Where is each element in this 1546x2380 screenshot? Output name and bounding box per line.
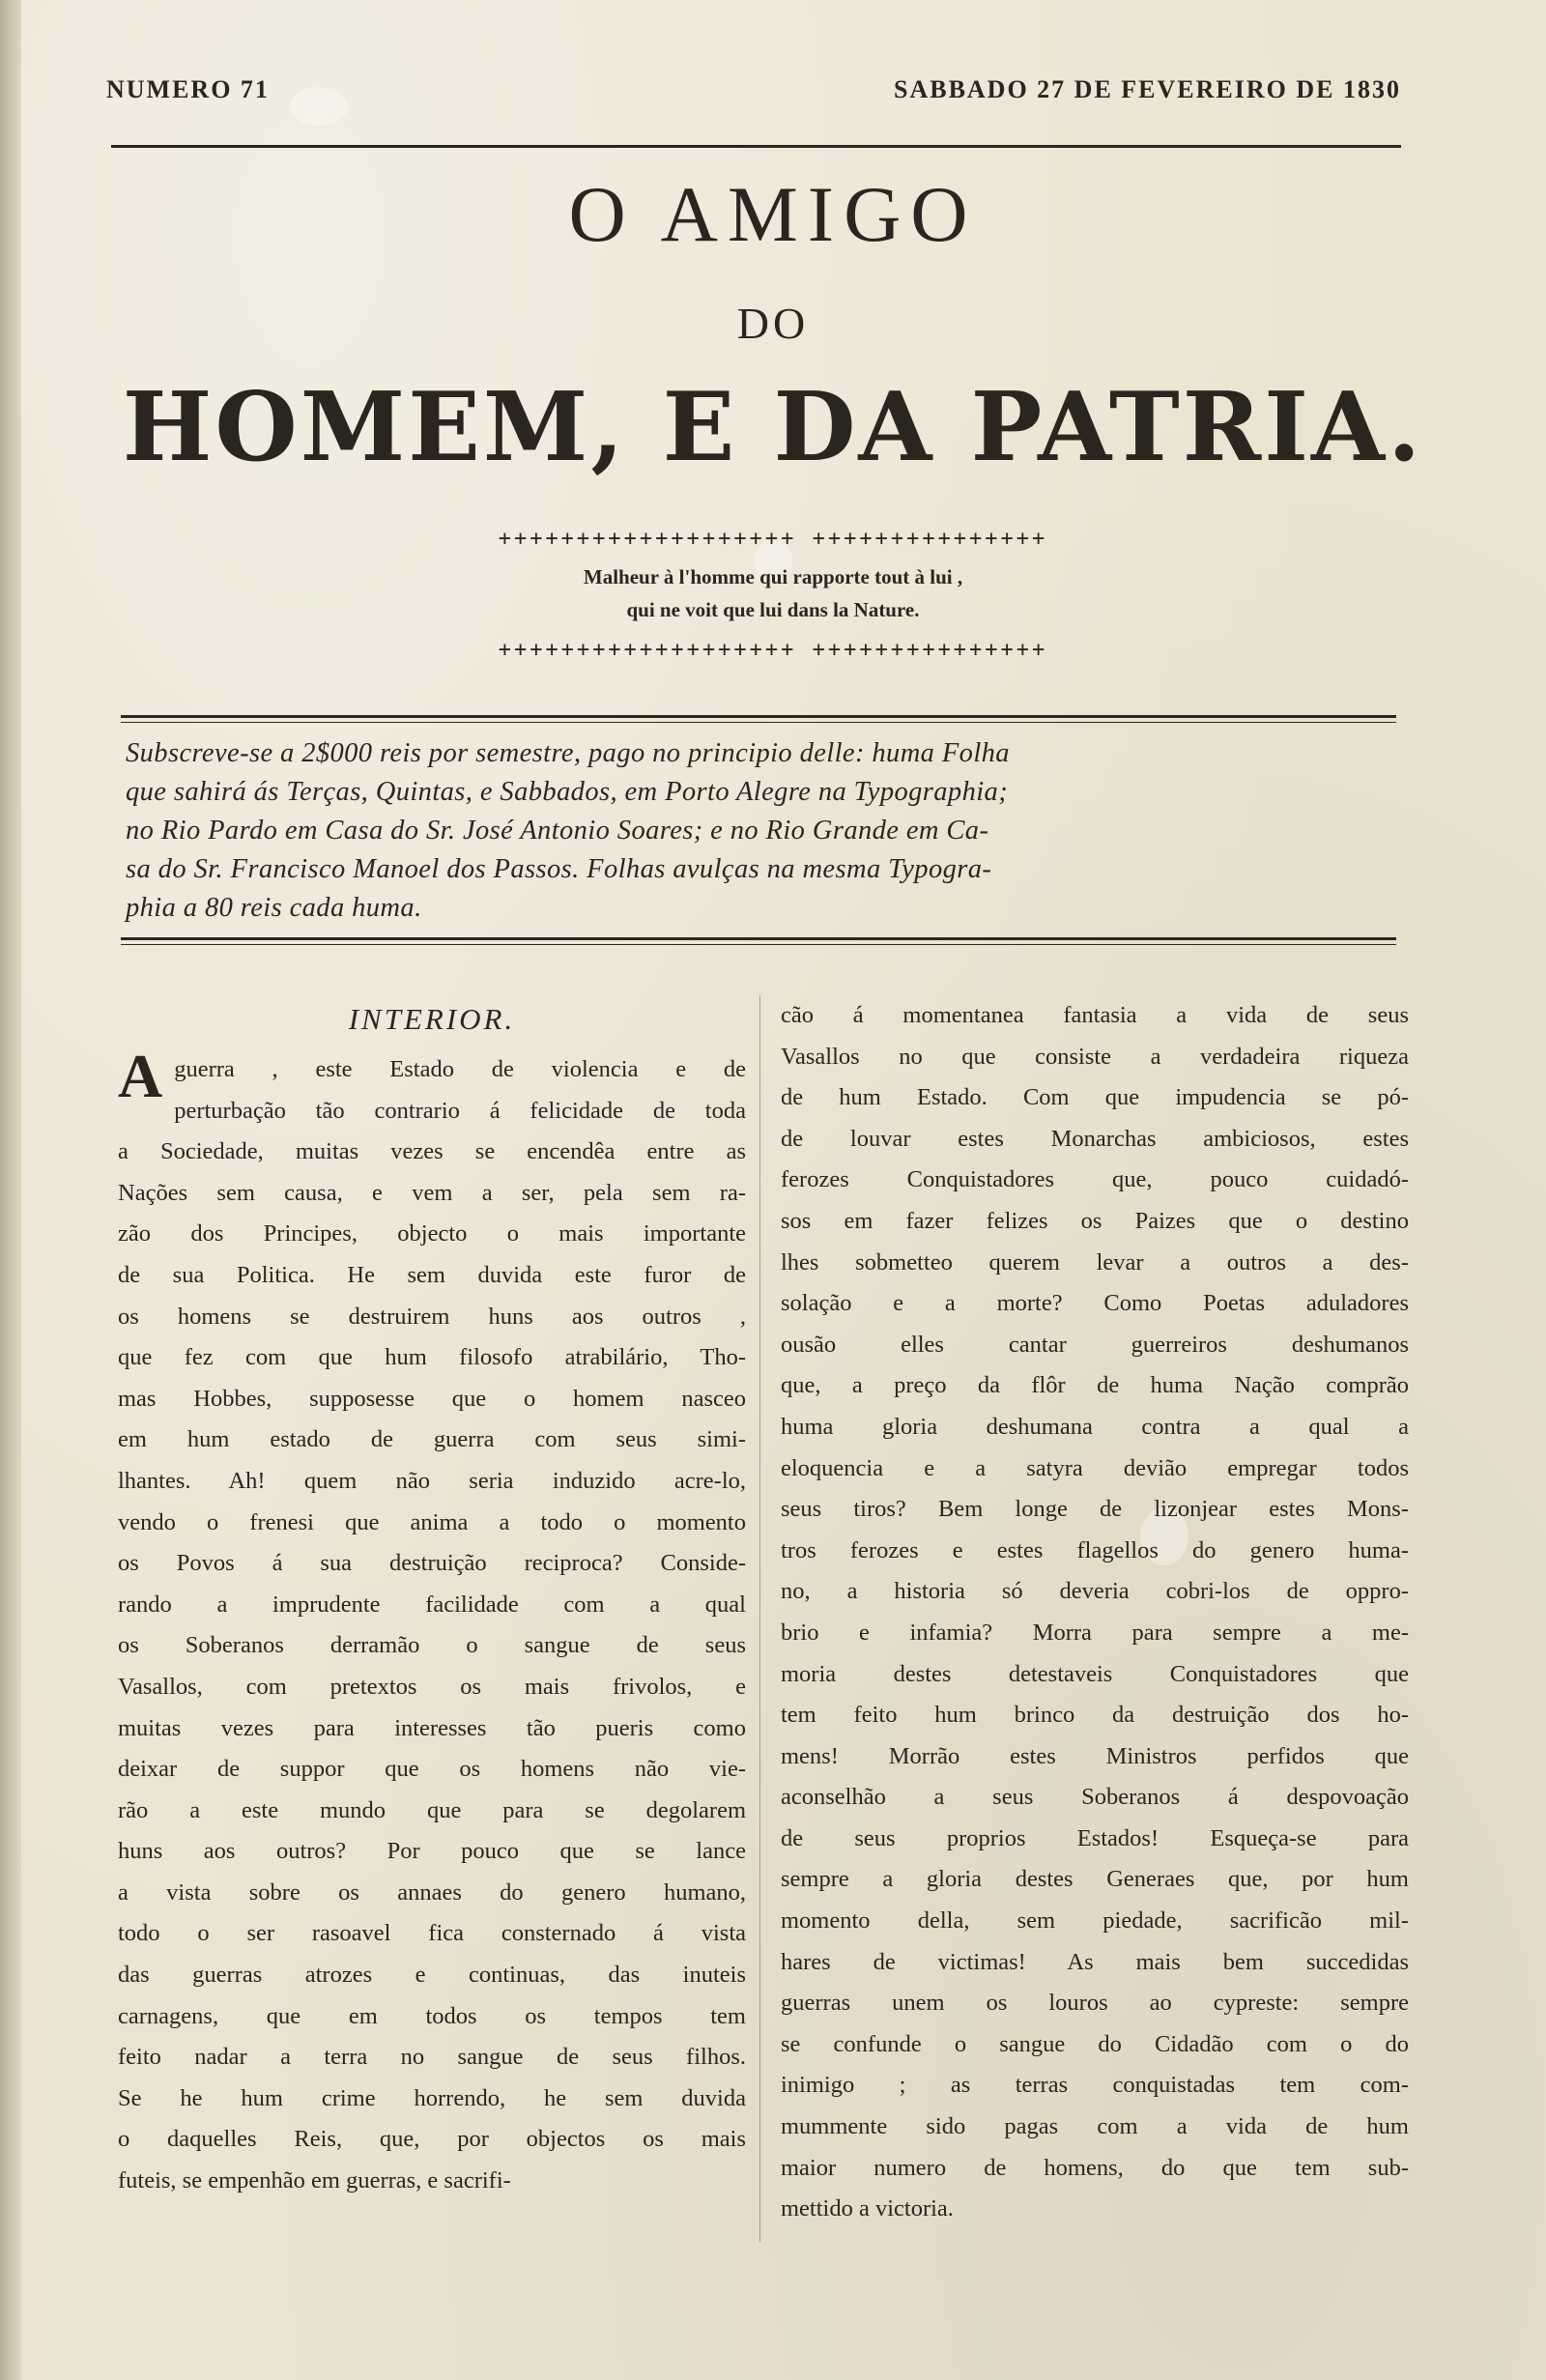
page-edge: [0, 0, 21, 2380]
article-line: Vasallos, com pretextos os mais frivolos, e: [118, 1673, 746, 1700]
article-line: de sua Politica. He sem duvida este furor de: [118, 1261, 746, 1288]
article-line: tem feito hum brinco da destruição dos ho-: [781, 1702, 1409, 1729]
section-heading: INTERIOR.: [348, 1002, 516, 1036]
article-line: guerras unem os louros ao cypreste: sempre: [781, 1990, 1409, 2017]
issue-number: NUMERO 71: [106, 75, 270, 103]
article-line: os Soberanos derramão o sangue de seus: [118, 1632, 746, 1659]
ornament-rule-top: +++++++++++++++++++ +++++++++++++++: [498, 527, 1048, 551]
header-rule: [111, 145, 1401, 148]
article-line: rando a imprudente facilidade com a qual: [118, 1591, 746, 1618]
subscription-line: Subscreve-se a 2$000 reis por semestre, pago no principio delle: huma Folha: [126, 738, 1010, 768]
article-line: ousão elles cantar guerreiros deshumanos: [781, 1331, 1409, 1358]
article-line: inimigo ; as terras conquistadas tem com-: [781, 2072, 1409, 2099]
article-line: feito nadar a terra no sangue de seus filhos.: [118, 2044, 746, 2071]
article-line: de seus proprios Estados! Esqueça-se para: [781, 1824, 1409, 1851]
article-line: lhantes. Ah! quem não seria induzido acre-lo,: [118, 1467, 746, 1494]
article-line: guerra , este Estado de violencia e de: [174, 1056, 746, 1082]
article-line: no, a historia só deveria cobri-los de oppro-: [781, 1578, 1409, 1605]
article-line: sos em fazer felizes os Paizes que o destino: [781, 1207, 1409, 1234]
article-line: cão á momentanea fantasia a vida de seus: [781, 1002, 1409, 1028]
article-line: os homens se destruirem huns aos outros ,: [118, 1303, 746, 1330]
subscription-line: que sahirá ás Terças, Quintas, e Sabbados, em Porto Alegre na Typographia;: [126, 777, 1009, 807]
article-line: os Povos á sua destruição reciproca? Conside-: [118, 1550, 746, 1577]
subscription-line: no Rio Pardo em Casa do Sr. José Antonio Soares; e no Rio Grande em Ca-: [126, 816, 989, 846]
article-line: futeis, se empenhão em guerras, e sacrifi-: [118, 2167, 511, 2194]
article-line: rão a este mundo que para se degolarem: [118, 1796, 746, 1823]
article-column-right: [781, 995, 1409, 2230]
article-line: solação e a morte? Como Poetas aduladores: [781, 1290, 1409, 1317]
issue-date: SABBADO 27 DE FEVEREIRO DE 1830: [893, 75, 1401, 103]
article-line: de hum Estado. Com que impudencia se pó-: [781, 1084, 1409, 1111]
subscription-rule-top: [121, 715, 1396, 723]
article-line: eloquencia e a satyra devião empregar todos: [781, 1454, 1409, 1481]
masthead-title-line-2: DO: [736, 299, 810, 348]
subscription-line: sa do Sr. Francisco Manoel dos Passos. Folhas avulças na mesma Typogra-: [126, 854, 992, 884]
subscription-line: phia a 80 reis cada huma.: [126, 893, 422, 923]
article-line: que fez com que hum filosofo atrabilário, Tho-: [118, 1344, 746, 1371]
article-line: Nações sem causa, e vem a ser, pela sem ra-: [118, 1179, 746, 1206]
article-line: zão dos Principes, objecto o mais importante: [118, 1220, 746, 1247]
article-line: huns aos outros? Por pouco que se lance: [118, 1838, 746, 1865]
article-line: se confunde o sangue do Cidadão com o do: [781, 2030, 1409, 2057]
article-line: vendo o frenesi que anima a todo o momento: [118, 1508, 746, 1535]
issue-header: [106, 75, 1401, 114]
motto-line-2: qui ne voit que lui dans la Nature.: [626, 598, 920, 621]
article-line: brio e infamia? Morra para sempre a me-: [781, 1619, 1409, 1646]
article-line: Vasallos no que consiste a verdadeira riqueza: [781, 1043, 1409, 1070]
masthead-title-line-3: HOMEM, E DA PATRIA.: [122, 372, 1424, 483]
article-line: carnagens, que em todos os tempos tem: [118, 2002, 746, 2029]
article-line: seus tiros? Bem longe de lizonjear estes Mons-: [781, 1496, 1409, 1523]
ornament-rule-bottom: +++++++++++++++++++ +++++++++++++++: [498, 638, 1048, 662]
article-line: ferozes Conquistadores que, pouco cuidadó-: [781, 1166, 1409, 1193]
masthead-title-line-1: O AMIGO: [568, 170, 978, 258]
article-line: maior numero de homens, do que tem sub-: [781, 2154, 1409, 2181]
motto-line-1: Malheur à l'homme qui rapporte tout à lui ,: [583, 565, 963, 588]
article-line: que, a preço da flôr de huma Nação comprão: [781, 1372, 1409, 1399]
article-line: moria destes detestaveis Conquistadores que: [781, 1660, 1409, 1687]
article-line: momento della, sem piedade, sacrificão mil-: [781, 1907, 1409, 1935]
article-line: huma gloria deshumana contra a qual a: [781, 1413, 1409, 1440]
article-line: Se he hum crime horrendo, he sem duvida: [118, 2084, 746, 2111]
column-divider: [759, 995, 760, 2242]
article-line: perturbação tão contrario á felicidade de toda: [174, 1097, 746, 1124]
article-line: deixar de suppor que os homens não vie-: [118, 1756, 746, 1783]
article-line: a vista sobre os annaes do genero humano,: [118, 1878, 746, 1906]
article-line: aconselhão a seus Soberanos á despovoação: [781, 1784, 1409, 1811]
article-line: das guerras atrozes e continuas, das inuteis: [118, 1962, 746, 1989]
subscription-notice: [126, 734, 1401, 928]
article-line: todo o ser rasoavel fica consternado á vista: [118, 1920, 746, 1947]
article-line: o daquelles Reis, que, por objectos os mais: [118, 2126, 746, 2153]
article-line: mas Hobbes, supposesse que o homem nasceo: [118, 1385, 746, 1412]
article-line: a Sociedade, muitas vezes se encendêa entre as: [118, 1138, 746, 1165]
article-line: em hum estado de guerra com seus simi-: [118, 1426, 746, 1453]
article-line: hares de victimas! As mais bem succedidas: [781, 1948, 1409, 1975]
article-line: de louvar estes Monarchas ambiciosos, estes: [781, 1125, 1409, 1152]
article-line: mettido a victoria.: [781, 2195, 954, 2222]
article-line: mens! Morrão estes Ministros perfidos que: [781, 1742, 1409, 1769]
article-line: sempre a gloria destes Generaes que, por hum: [781, 1866, 1409, 1893]
subscription-rule-bottom: [121, 937, 1396, 945]
article-line: mummente sido pagas com a vida de hum: [781, 2113, 1409, 2140]
article-column-left: [118, 995, 746, 2202]
article-line: muitas vezes para interesses tão pueris como: [118, 1714, 746, 1741]
article-line: lhes sobmetteo querem levar a outros a des-: [781, 1248, 1409, 1276]
article-line: tros ferozes e estes flagellos do genero huma-: [781, 1536, 1409, 1563]
drop-cap: A: [118, 1042, 163, 1110]
